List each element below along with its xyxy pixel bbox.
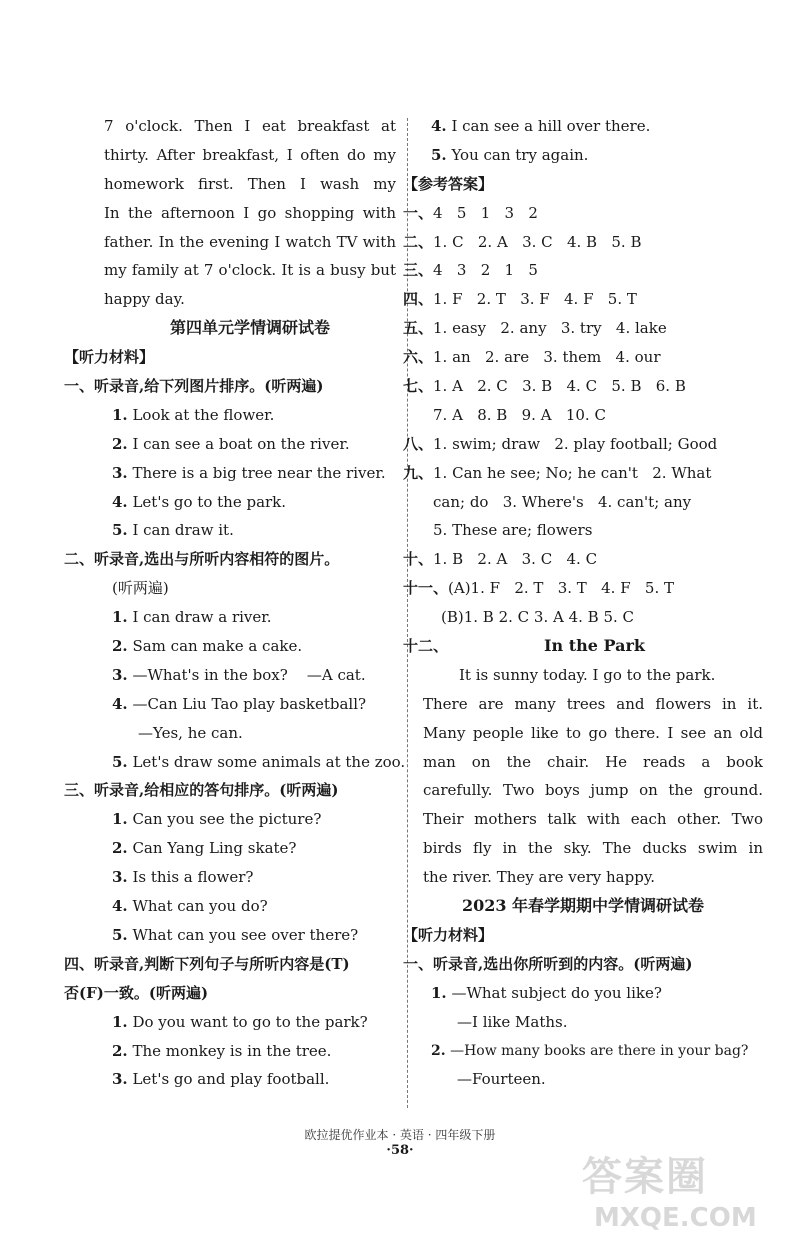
answer-label: 一、 [403,203,434,222]
answer-text: 1. F 2. T 3. F 4. F 5. T [433,290,637,309]
item-number: 1. [112,608,128,627]
item-text: —Fourteen. [457,1070,546,1089]
item-text: Is this a flower? [132,868,254,887]
answer-label: 五、 [403,319,434,338]
item-text: Can you see the picture? [132,810,322,829]
answer-label: 二、 [403,232,434,251]
page-number: ·58· [386,1143,414,1158]
section-title: 2023 年春学期期中学情调研试卷 [461,896,705,916]
list-item [423,1037,763,1066]
list-item [423,1065,763,1094]
item-number: 2. [112,839,128,858]
answer-text: 1. easy 2. any 3. try 4. lake [433,319,667,338]
list-item [104,892,396,921]
question-heading: 一、听录音,选出你所听到的内容。(听两遍) [403,954,693,973]
answer-row [403,256,763,285]
item-number: 1. [112,405,128,424]
question-heading: 四、听录音,判断下列句子与所听内容是(T) [64,954,350,973]
answer-row [403,574,763,603]
item-number: 2. [112,1041,128,1060]
item-text: There is a big tree near the river. [132,463,386,482]
passage-line: the river. They are very happy. [423,868,656,887]
list-item [104,459,396,488]
answer-text: (B)1. B 2. C 3. A 4. B 5. C [441,608,635,627]
answer-row [403,314,763,343]
item-number: 2. [112,637,128,656]
answer-row [403,516,763,545]
section-title: 第四单元学情调研试卷 [169,318,330,338]
item-text: —Can Liu Tao play basketball? [132,694,367,713]
item-text: —What's in the box? —A cat. [132,665,366,684]
answer-row [403,228,763,257]
list-item [104,632,396,661]
answer-row [403,285,763,314]
answer-text: 4 3 2 1 5 [433,261,538,280]
list-item [104,661,396,690]
answer-row [403,199,763,228]
list-item [104,690,396,719]
answer-row [403,545,763,574]
answer-row [403,488,763,517]
item-number: 5. [112,752,128,771]
left-column [64,112,406,1094]
answer-label: 七、 [403,377,434,396]
passage-line: Their mothers talk with each other. Two [423,810,763,829]
answer-label: 九、 [403,463,434,482]
answer-row [403,401,763,430]
item-text: What can you see over there? [132,925,359,944]
answer-text: 1. B 2. A 3. C 4. C [433,550,598,569]
item-text: Let's go to the park. [132,492,287,511]
answer-text: 1. C 2. A 3. C 4. B 5. B [433,232,642,251]
item-number: 5. [112,925,128,944]
answer-row [403,459,763,488]
item-text: —I like Maths. [457,1012,568,1031]
answer-text: 5. These are; flowers [433,521,593,540]
list-item [423,141,763,170]
passage-line: It is sunny today. I go to the park. [459,665,716,684]
list-item [423,979,763,1008]
list-item [423,1008,763,1037]
watermark-text: 答案圈 [582,1154,708,1200]
passage-line: In the afternoon I go shopping with [104,203,396,222]
item-number: 5. [431,145,447,164]
item-text: —What subject do you like? [451,983,662,1002]
passage-line: father. In the evening I watch TV with [104,232,396,251]
item-number: 1. [431,983,447,1002]
answer-row [403,343,763,372]
item-text: —Yes, he can. [138,723,243,742]
list-item [104,748,406,777]
item-text: I can draw a river. [132,608,272,627]
item-text: Do you want to go to the park? [132,1012,368,1031]
list-item [104,805,396,834]
list-item [104,1065,396,1094]
answer-row [403,430,763,459]
answer-row [403,603,763,632]
answer-text: 1. A 2. C 3. B 4. C 5. B 6. B [433,377,686,396]
list-item [104,488,396,517]
item-number: 3. [112,1070,128,1089]
item-number: 3. [112,665,128,684]
list-item [104,1008,396,1037]
item-text: You can try again. [451,145,589,164]
passage-line: carefully. Two boys jump on the ground. [423,781,763,800]
item-text: What can you do? [132,897,268,916]
passage-line: birds fly in the sky. The ducks swim in [423,839,763,858]
answer-label: 六、 [403,348,434,367]
answer-text: 7. A 8. B 9. A 10. C [433,405,606,424]
item-number: 4. [112,492,128,511]
item-number: 2. [112,434,128,453]
list-item [104,603,396,632]
passage-line: happy day. [104,290,185,309]
question-heading-cont: (听两遍) [112,579,169,598]
item-number: 4. [112,694,128,713]
answer-label: 十、 [403,550,434,569]
item-number: 1. [112,810,128,829]
book-title-footer: 欧拉提优作业本 · 英语 · 四年级下册 [304,1128,496,1142]
item-number: 3. [112,868,128,887]
question-heading: 三、听录音,给相应的答句排序。(听两遍) [64,781,339,800]
item-number: 4. [112,897,128,916]
answer-label: 四、 [403,290,434,309]
answers-header: 【参考答案】 [403,174,494,193]
q12-title-row [403,632,763,661]
answer-text: (A)1. F 2. T 3. T 4. F 5. T [448,579,674,598]
item-text: Let's draw some animals at the zoo. [132,752,406,771]
passage-line: thirty. After breakfast, I often do my [104,145,396,164]
answer-row [403,372,763,401]
watermark-logo [582,1145,782,1245]
item-text: The monkey is in the tree. [132,1041,332,1060]
list-item [104,401,396,430]
answer-label: 十一、 [403,579,449,598]
item-text: Look at the flower. [132,405,275,424]
item-text: I can draw it. [132,521,234,540]
answer-text: 4 5 1 3 2 [433,203,538,222]
item-number: 3. [112,463,128,482]
answer-text: can; do 3. Where's 4. can't; any [433,492,692,511]
passage-line: my family at 7 o'clock. It is a busy but [104,261,396,280]
question-heading-cont: 否(F)一致。(听两遍) [64,983,209,1002]
list-item [423,112,763,141]
answer-text: 1. Can he see; No; he can't 2. What [433,463,712,482]
listening-header: 【听力材料】 [64,348,155,367]
question-heading: 二、听录音,选出与所听内容相符的图片。 [64,550,340,569]
watermark-url: MXQE.COM [594,1203,757,1233]
passage-line: homework first. Then I wash my [104,174,396,193]
passage-title: In the Park [544,636,645,656]
listening-header: 【听力材料】 [403,925,494,944]
right-column [403,112,763,1094]
item-text: —How many books are there in your bag? [450,1042,749,1059]
passage-line: man on the chair. He reads a book [423,752,763,771]
item-number: 2. [431,1042,446,1059]
item-number: 1. [112,1012,128,1031]
item-text: I can see a hill over there. [451,117,651,135]
list-item [104,863,396,892]
item-text: Can Yang Ling skate? [132,839,297,858]
list-item [104,1037,396,1066]
list-item [104,921,396,950]
passage-line: 7 o'clock. Then I eat breakfast at [104,117,396,135]
passage-line: Many people like to go there. I see an old [423,723,763,742]
item-text: Sam can make a cake. [132,637,303,656]
item-text: I can see a boat on the river. [132,434,350,453]
list-item [104,834,396,863]
answer-text: 1. swim; draw 2. play football; Good [433,434,718,453]
list-item [104,516,396,545]
item-number: 5. [112,521,128,540]
list-item [104,719,396,748]
list-item [104,430,396,459]
answer-text: 1. an 2. are 3. them 4. our [433,348,661,367]
question-heading: 一、听录音,给下列图片排序。(听两遍) [64,377,324,396]
answer-label: 三、 [403,261,434,280]
answer-label: 八、 [403,434,434,453]
item-number: 4. [431,117,447,135]
passage-line: There are many trees and flowers in it. [423,694,763,713]
answer-label: 十二、 [403,637,449,656]
item-text: Let's go and play football. [132,1070,330,1089]
